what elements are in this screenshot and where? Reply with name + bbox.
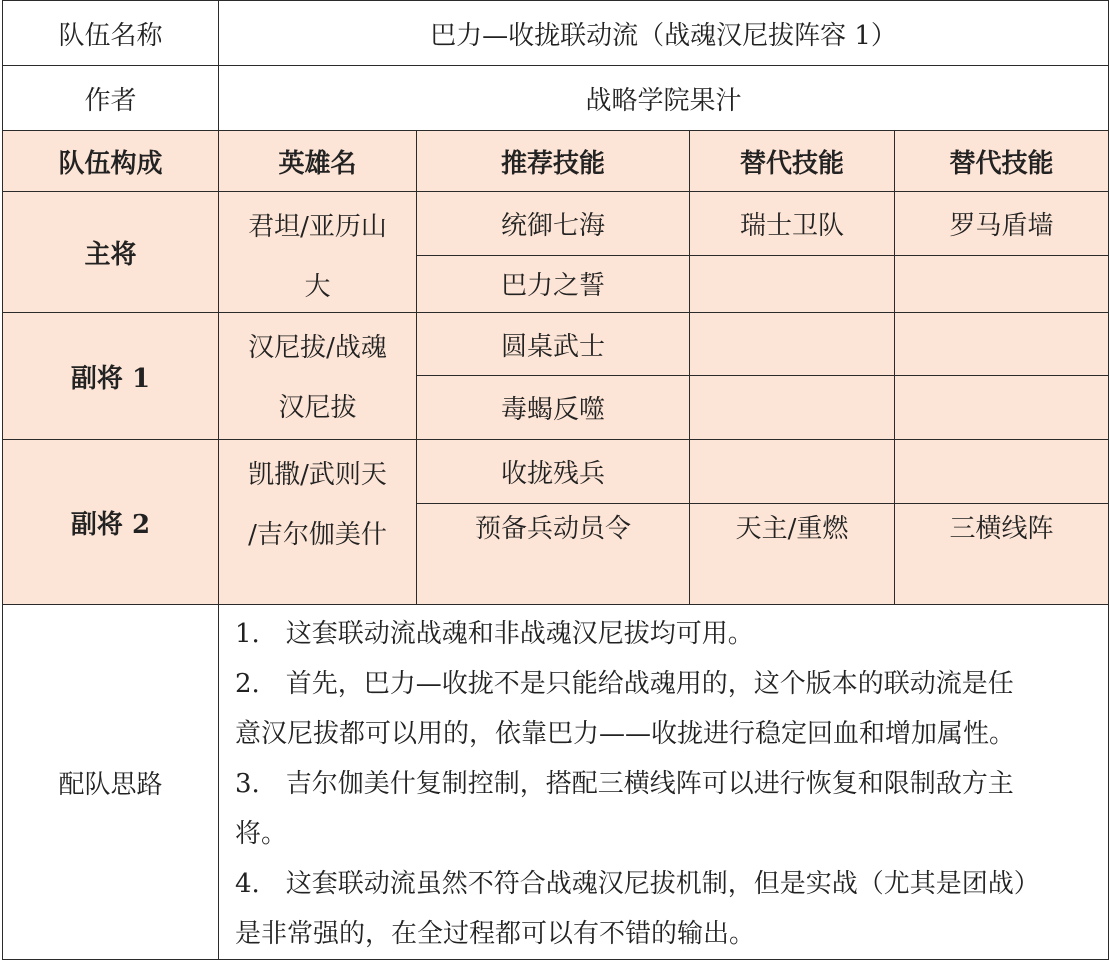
column-header-alt-skill-2: 替代技能 bbox=[895, 131, 1109, 192]
strategy-line: 1. 这套联动流战魂和非战魂汉尼拔均可用。 bbox=[235, 619, 754, 649]
recommended-skill: 收拢残兵 bbox=[417, 440, 690, 504]
hero-deputy-2 bbox=[219, 440, 417, 605]
team-name-value: 巴力—收拢联动流（战魂汉尼拔阵容 1） bbox=[219, 1, 1109, 66]
hero-line: 凯撒/武则天 bbox=[248, 460, 387, 490]
author-value: 战略学院果汁 bbox=[219, 66, 1109, 131]
author-label: 作者 bbox=[3, 66, 219, 131]
recommended-skill: 圆桌武士 bbox=[417, 313, 690, 376]
hero-line: 大 bbox=[304, 272, 331, 302]
hero-main-general bbox=[219, 192, 417, 313]
recommended-skill: 巴力之誓 bbox=[417, 255, 690, 312]
strategy-label: 配队思路 bbox=[3, 605, 219, 960]
alt-skill-2-text: 三横线阵 bbox=[949, 514, 1054, 544]
role-deputy-2: 副将 2 bbox=[3, 440, 219, 605]
alt-skill-1: 瑞士卫队 bbox=[690, 192, 895, 256]
alt-skill-1 bbox=[690, 504, 895, 605]
alt-skill-2 bbox=[895, 440, 1109, 504]
recommended-skill: 毒蝎反噬 bbox=[417, 376, 690, 440]
alt-skill-2: 罗马盾墙 bbox=[895, 192, 1109, 256]
recommended-skill bbox=[417, 504, 690, 605]
team-lineup-table bbox=[2, 0, 1109, 960]
alt-skill-1-text: 天主/重燃 bbox=[735, 514, 849, 544]
alt-skill-1 bbox=[690, 440, 895, 504]
column-header-composition: 队伍构成 bbox=[3, 131, 219, 192]
recommended-skill: 统御七海 bbox=[417, 192, 690, 256]
strategy-line: 4. 这套联动流虽然不符合战魂汉尼拔机制，但是实战（尤其是团战） bbox=[235, 869, 1040, 899]
strategy-line: 将。 bbox=[235, 819, 288, 849]
alt-skill-1 bbox=[690, 255, 895, 312]
strategy-line: 3. 吉尔伽美什复制控制，搭配三横线阵可以进行恢复和限制敌方主 bbox=[235, 769, 1014, 799]
alt-skill-2 bbox=[895, 504, 1109, 605]
recommended-skill-text: 预备兵动员令 bbox=[474, 514, 631, 544]
hero-line: 汉尼拔/战魂 bbox=[248, 333, 387, 363]
hero-line: 汉尼拔 bbox=[278, 393, 357, 423]
strategy-line: 是非常强的，在全过程都可以有不错的输出。 bbox=[235, 919, 756, 949]
team-name-label: 队伍名称 bbox=[3, 1, 219, 66]
alt-skill-2 bbox=[895, 255, 1109, 312]
hero-line: 君坦/亚历山 bbox=[248, 212, 387, 242]
role-deputy-1: 副将 1 bbox=[3, 313, 219, 440]
hero-line: /吉尔伽美什 bbox=[248, 520, 387, 550]
strategy-line: 意汉尼拔都可以用的，依靠巴力——收拢进行稳定回血和增加属性。 bbox=[235, 719, 1016, 749]
strategy-line: 2. 首先，巴力—收拢不是只能给战魂用的，这个版本的联动流是任 bbox=[235, 669, 1014, 699]
strategy-notes bbox=[219, 605, 1109, 960]
column-header-hero: 英雄名 bbox=[219, 131, 417, 192]
column-header-alt-skill-1: 替代技能 bbox=[690, 131, 895, 192]
alt-skill-2 bbox=[895, 313, 1109, 376]
role-main-general: 主将 bbox=[3, 192, 219, 313]
column-header-recommended: 推荐技能 bbox=[417, 131, 690, 192]
alt-skill-1 bbox=[690, 376, 895, 440]
hero-deputy-1 bbox=[219, 313, 417, 440]
alt-skill-2 bbox=[895, 376, 1109, 440]
alt-skill-1 bbox=[690, 313, 895, 376]
